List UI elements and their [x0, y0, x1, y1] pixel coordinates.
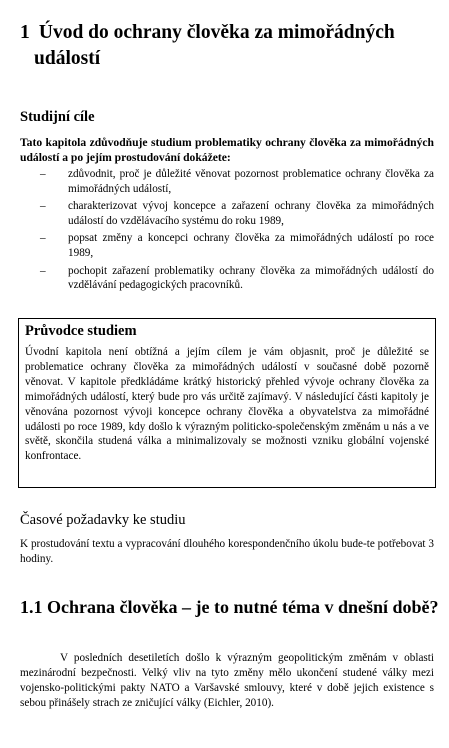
list-item	[20, 264, 434, 293]
list-item-text: charakterizovat vývoj koncepce a zařazení ochrany člověka za mimořádných událostí do vzdělávacího systému do roku 1989,	[68, 200, 434, 227]
list-item	[20, 167, 434, 196]
study-goals-intro: Tato kapitola zdůvodňuje studium problematiky ochrany člověka za mimořádných událostí a po jejím prostudování dokážete:	[20, 136, 434, 164]
list-dash: –	[40, 168, 46, 180]
list-item	[20, 199, 434, 228]
study-goals-heading: Studijní cíle	[20, 109, 95, 125]
list-dash: –	[40, 232, 46, 245]
list-item-text: popsat změny a koncepci ochrany člověka za mimořádných událostí po roce 1989,	[68, 232, 434, 259]
section-text: V posledních desetiletích došlo k výrazným geopolitickým změnám v oblasti mezinárodní bezpečnosti. Velký vliv na tyto změny mělo ukončení studené války mezi vojensko-politickými pakty NATO a Varšavské smlouvy, které v době jejich existence s sebou přinášely strach ze zničující války (Eichler, 2010).	[20, 652, 434, 709]
time-requirements-heading: Časové požadavky ke studiu	[20, 512, 186, 528]
chapter-title-line1: Úvod do ochrany člověka za mimořádných	[38, 22, 395, 43]
study-guide-heading: Průvodce studiem	[25, 323, 137, 339]
study-guide-box	[18, 318, 436, 488]
study-guide-text: Úvodní kapitola není obtížná a jejím cílem je vám objasnit, proč je důležité se problematice ochrany člověka za mimořádných událostí v současné době pozorně věnovat. V kapitole předkládáme krátký historický přehled vývoje ochrany člověka za mimořádných událostí, který bude pro vás určitě zajímavý. V následující části kapitoly je věnována pozornost vývoji koncepce ochrany člověka a obyvatelstva za mimořádné události po roce 1989, kdy došlo k výrazným politicko-společenským změnám u nás a ve světě, skončila studená válka a minimalizovaly se možnosti vzniku globální vojenské konfrontace.	[25, 346, 429, 463]
list-item-text: zdůvodnit, proč je důležité věnovat pozornost problematice ochrany člověka za mimořádných událostí,	[68, 168, 434, 195]
study-goals-list	[20, 167, 434, 296]
chapter-title-line2: událostí	[34, 48, 101, 69]
list-dash: –	[40, 200, 46, 213]
list-item	[20, 231, 434, 260]
list-dash: –	[40, 264, 46, 277]
chapter-number: 1	[20, 22, 30, 43]
time-requirements-text: K prostudování textu a vypracování dlouhého korespondenčního úkolu bude-te potřebovat 3 hodiny.	[20, 538, 434, 565]
list-item-text: pochopit zařazení problematiky ochrany člověka za mimořádných událostí do vzdělávání pedagogických pracovníků.	[68, 264, 434, 292]
section-heading: 1.1 Ochrana člověka – je to nutné téma v dnešní době?	[20, 597, 439, 617]
chapter-title	[20, 20, 435, 72]
